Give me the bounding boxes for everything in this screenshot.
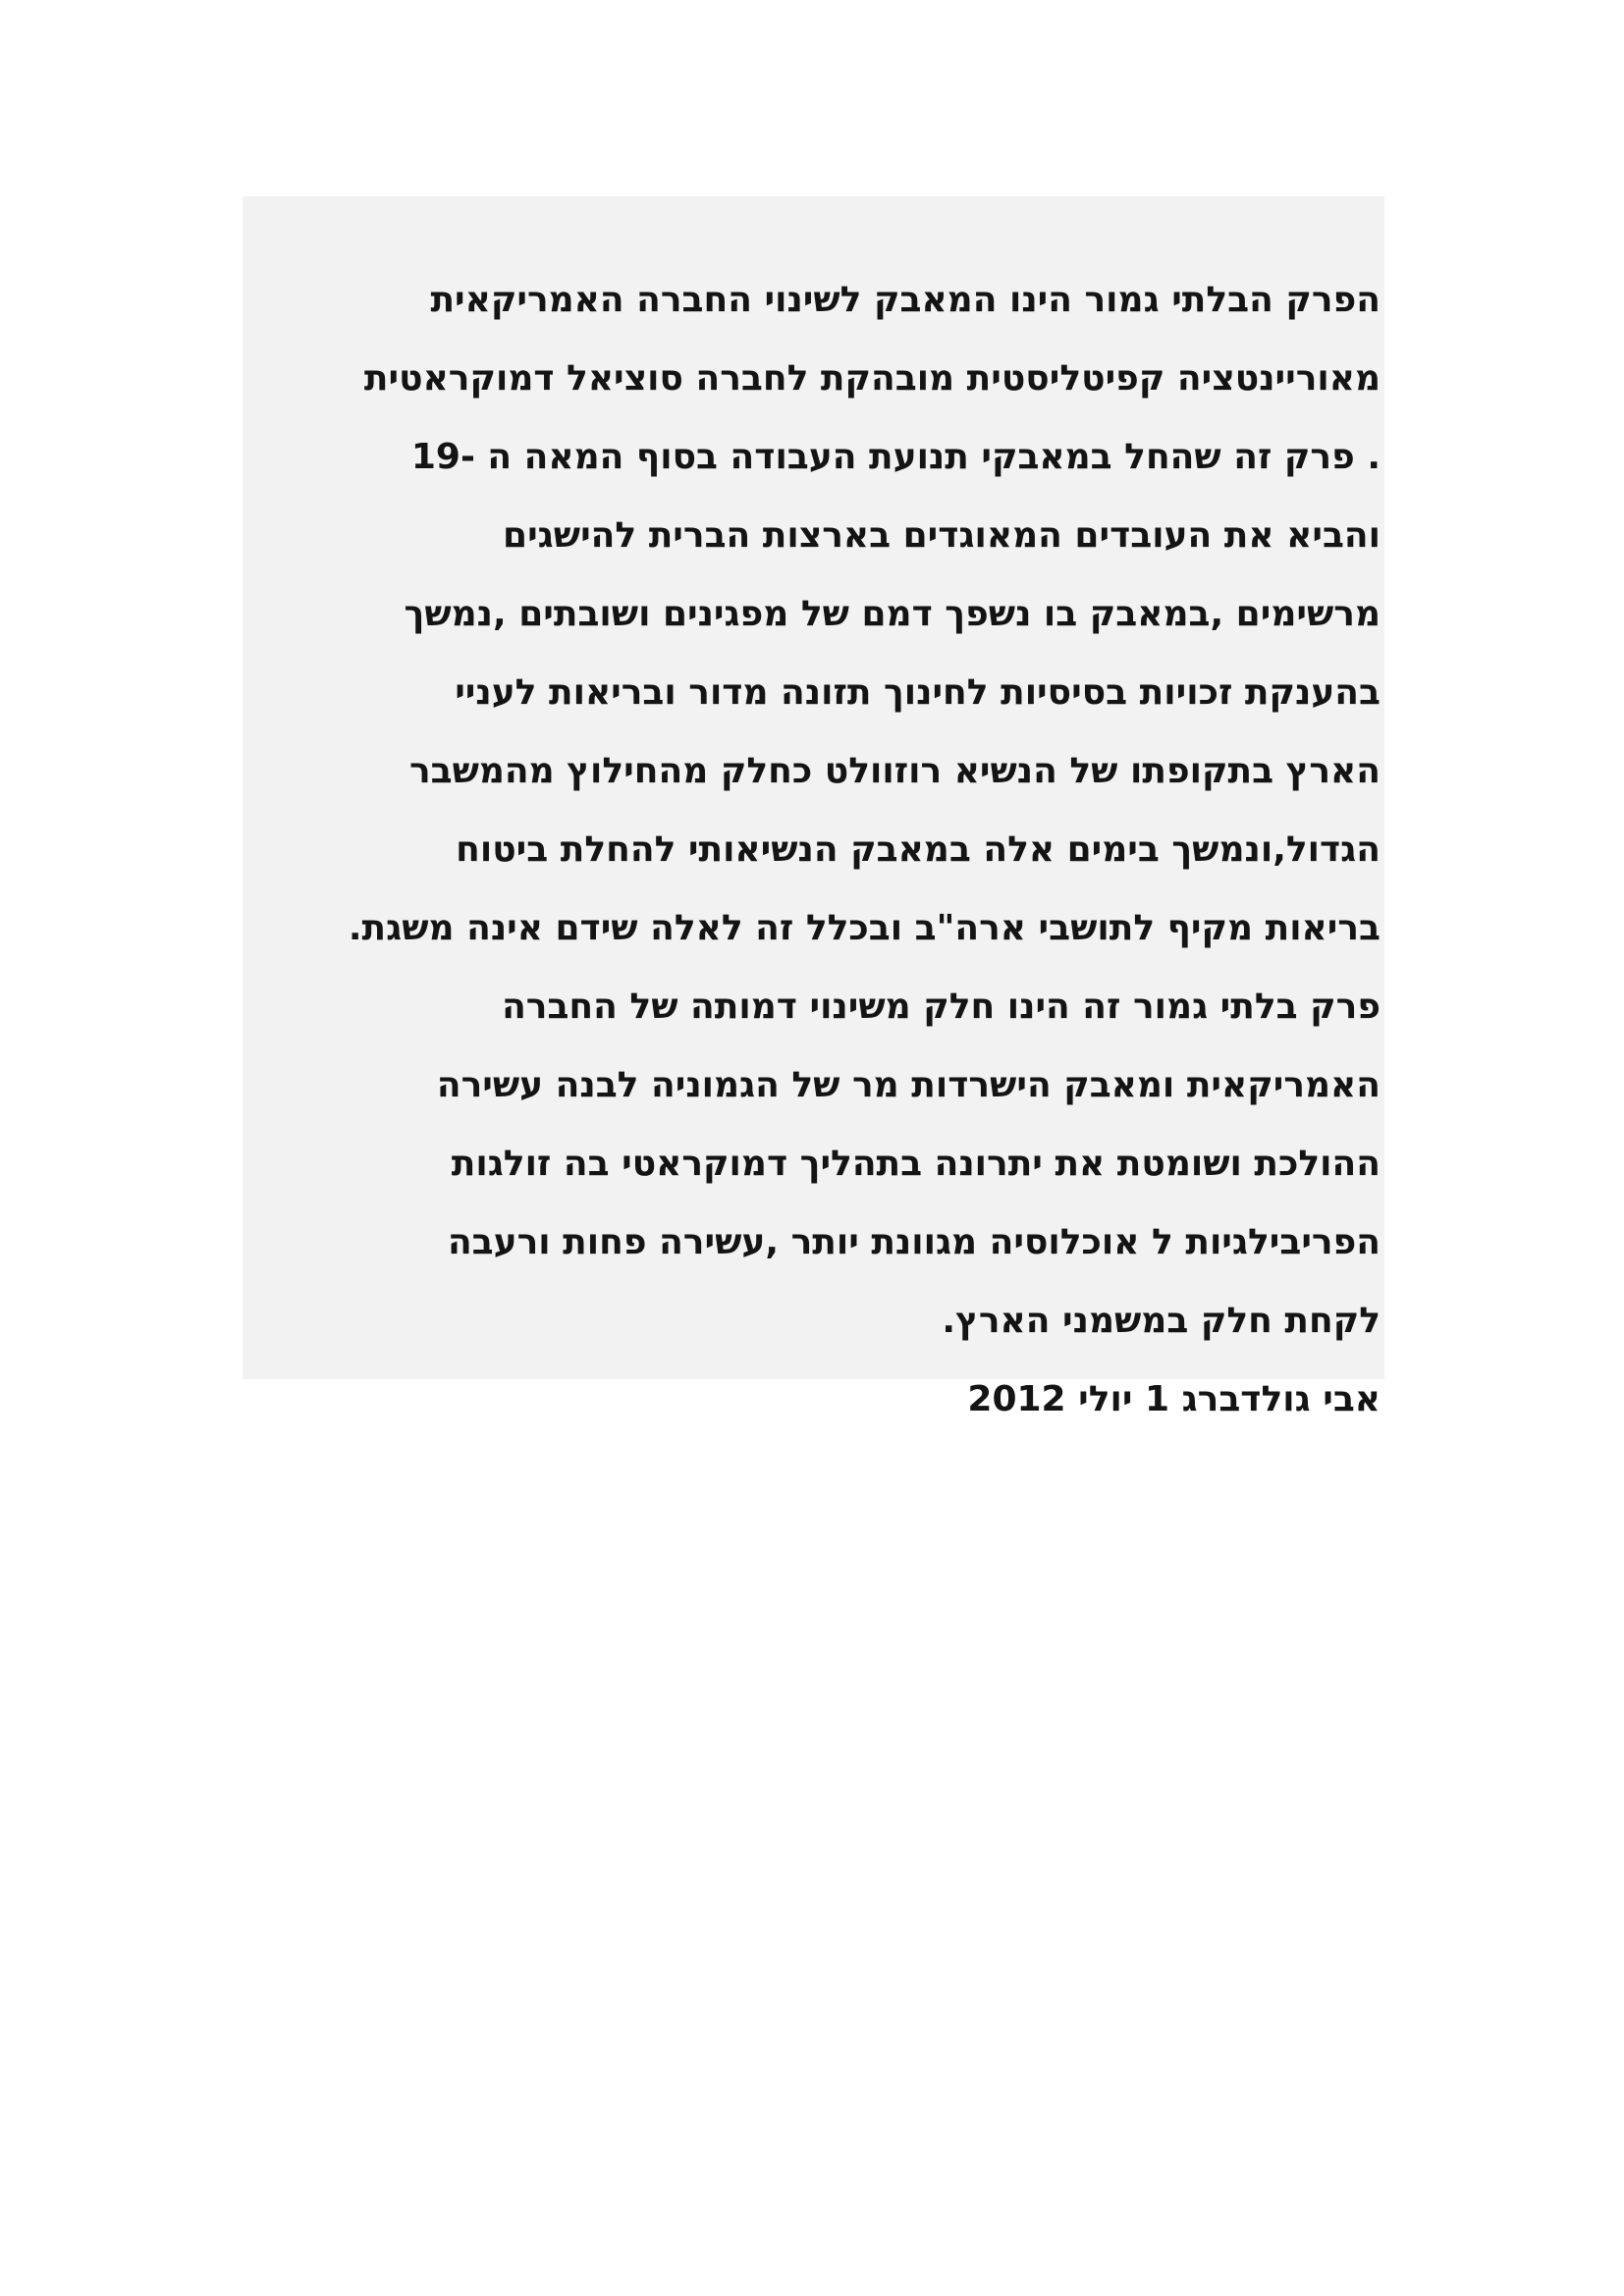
text-line: והביא את העובדים המאוגדים בארצות הברית להישגים bbox=[503, 515, 1380, 556]
text-line: הגדול,ונמשך בימים אלה במאבק הנשיאותי להחלת ביטוח bbox=[456, 829, 1380, 870]
text-box bbox=[243, 196, 1384, 1419]
text-line: הארץ בתקופתו של הנשיא רוזוולט כחלק מהחילוץ מהמשבר bbox=[408, 751, 1380, 791]
text-line: מרשימים ,במאבק בו נשפך דמם של מפגינים ושובתים ,נמשך bbox=[404, 594, 1380, 634]
text-line: בריאות מקיף לתושבי ארה"ב ובכלל זה לאלה שידם אינה משגת. bbox=[348, 908, 1380, 948]
signature-line: אבי גולדברג 1 יולי 2012 bbox=[967, 1379, 1380, 1419]
text-line: הפרק הבלתי גמור הינו המאבק לשינוי החברה האמריקאית bbox=[430, 280, 1380, 320]
text-line: בהענקת זכויות בסיסיות לחינוך תזונה מדור ובריאות לעניי bbox=[455, 672, 1380, 713]
text-line: לקחת חלק במשמני הארץ. bbox=[942, 1301, 1380, 1341]
text-line: מאוריינטציה קפיטליסטית מובהקת לחברה סוציאל דמוקראטית bbox=[363, 358, 1380, 399]
text-line: פרק בלתי גמור זה הינו חלק משינוי דמותה של החברה bbox=[502, 987, 1380, 1027]
text-line: . פרק זה שהחל במאבקי תנועת העבודה בסוף המאה ה -19 bbox=[410, 437, 1380, 477]
text-line: ההולכת ושומטת את יתרונה בתהליך דמוקראטי בה זולגות bbox=[451, 1144, 1380, 1184]
text-line: האמריקאית ומאבק הישרדות מר של הגמוניה לבנה עשירה bbox=[436, 1065, 1380, 1105]
text-line: הפריבילגיות ל אוכלוסיה מגוונת יותר ,עשירה פחות ורעבה bbox=[447, 1222, 1380, 1262]
